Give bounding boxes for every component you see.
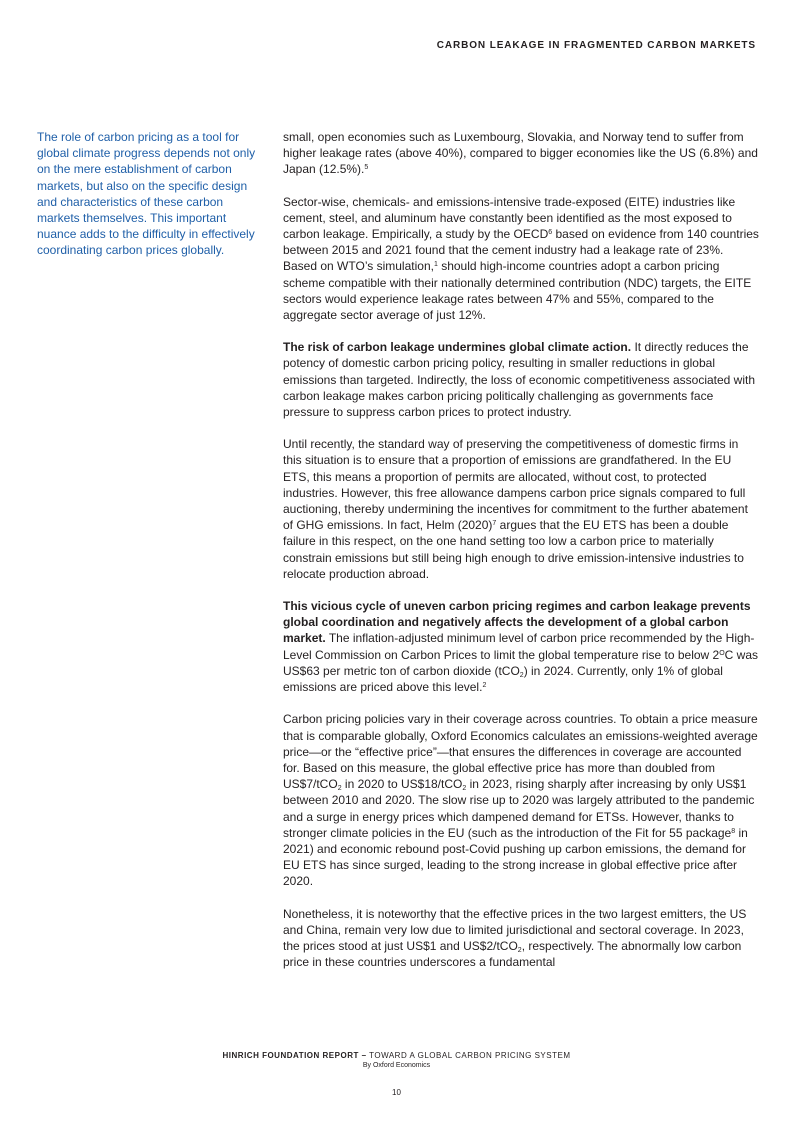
footnote-ref: 1 [433,261,438,269]
body-paragraph: small, open economies such as Luxembourg, Slovakia, and Norway tend to suffer from higher leakage rates (above 40%), compared to bigger economies like the US (6.8%) and Japan (12.5%).$^5$ [283,130,758,177]
footnote-ref: 2 [482,682,487,690]
body-paragraph: Nonetheless, it is noteworthy that the effective prices in the two largest emitters, the US and China, remain very low due to limited jurisdictional and sectoral coverage. In 2023, the prices stood at just US$1 and US$2/tCO$_2$, respectively. The abnormally low carbon price in these countries underscores a fundamental [283,906,747,970]
subscript: 2 [519,671,524,679]
body-paragraph: Carbon pricing policies vary in their coverage across countries. To obtain a price measure that is comparable globally, Oxford Economics calculates an emissions-weighted average price—or the “effective price”—that ensures the differences in coverage are accounted for. Based on this measure, the global effective price has more than doubled from US$7/tCO$_2$ in 2020 to US$18/tCO$_2$ in 2023, rising sharply after increasing by only US$1 between 2010 and 2020. The slow rise up to 2020 was largely attributed to the pandemic and a surge in energy prices which dampened demand for ETSs. However, thanks to stronger climate policies in the EU (such as the introduction of the Fit for 55 package$^8$ in 2021) and economic rebound post-Covid pushing up carbon emissions, the demand for EU ETS has since surged, leading to the strong increase in global effective price after 2020. [283,712,758,889]
footnote-ref: 6 [548,229,553,237]
degree-mark: O [719,649,725,657]
lead-sentence: This vicious cycle of uneven carbon pricing regimes and carbon leakage prevents global coordination and negatively affects the development of a global carbon market. [283,599,751,646]
subscript: 2 [337,785,342,793]
body-paragraph: This vicious cycle of uneven carbon pricing regimes and carbon leakage prevents global coordination and negatively affects the development of a global carbon market. The inflation-adjusted minimum level of carbon price recommended by the High-Level Commission on Carbon Prices to limit the global temperature rise to below $2^OC$ was US$63 per metric ton of carbon dioxide (tCO$_2$) in 2024. Currently, only 1% of global emissions are priced above this level.$^2$ [283,599,758,695]
body-paragraph: Until recently, the standard way of preserving the competitiveness of domestic firms in this situation is to ensure that a proportion of emissions are grandfathered. In the EU ETS, this means a proportion of permits are allocated, without cost, to protected industries. However, this free allowance dampens carbon price signals compared to full auctioning, thereby undermining the incentives for commitment to the further abatement of GHG emissions. In fact, Helm $(2020)^7$ argues that the EU ETS has been a double failure in this respect, on the one hand setting too low a carbon price to materially constrain emissions but still being high enough to drive emission-intensive industries to relocate production abroad. [283,437,748,581]
footnote-ref: 5 [364,164,369,172]
running-header: CARBON LEAKAGE IN FRAGMENTED CARBON MARKETS [436,40,756,51]
lead-sentence: The risk of carbon leakage undermines global climate action. [283,340,632,355]
body-paragraph: Sector-wise, chemicals- and emissions-intensive trade-exposed (EITE) industries like cement, steel, and aluminum have constantly been identified as the most exposed to carbon leakage. Empirically, a study by the OECD$^6$ based on evidence from 140 countries between 2015 and 2021 found that the cement industry had a leakage rate of 23%. Based on WTO’s simulation,$^1$ should high-income countries adopt a carbon pricing scheme compatible with their nationally determined contribution (NDC) targets, the EITE sectors would experience leakage rates between 47% and 55%, compared to the aggregate sector average of just 12%. [283,194,759,323]
main-body-text [283,129,759,986]
footnote-ref: 7 [492,520,497,528]
footnote-ref: 8 [731,827,736,835]
footer-byline: By Oxford Economics [362,1062,431,1069]
subscript: 2 [462,785,467,793]
page-number: 10 [392,1088,401,1097]
body-paragraph: The risk of carbon leakage undermines global climate action. It directly reduces the potency of domestic carbon pricing policy, resulting in smaller reductions in global emissions than targeted. Indirectly, the loss of economic competitiveness associated with carbon leakage makes carbon pricing politically challenging as governments face pressure to suppress carbon prices to protect industry. [283,340,756,420]
footer-report-title: HINRICH FOUNDATION REPORT – TOWARD A GLOBAL CARBON PRICING SYSTEM [222,1051,571,1060]
subscript: 2 [517,946,522,954]
sidebar-pullquote: The role of carbon pricing as a tool for global climate progress depends not only on the mere establishment of carbon markets, but also on the specific design and characteristics of these carbon markets themselves. This important nuance adds to the difficulty in effectively coordinating carbon prices globally. [37,130,256,258]
